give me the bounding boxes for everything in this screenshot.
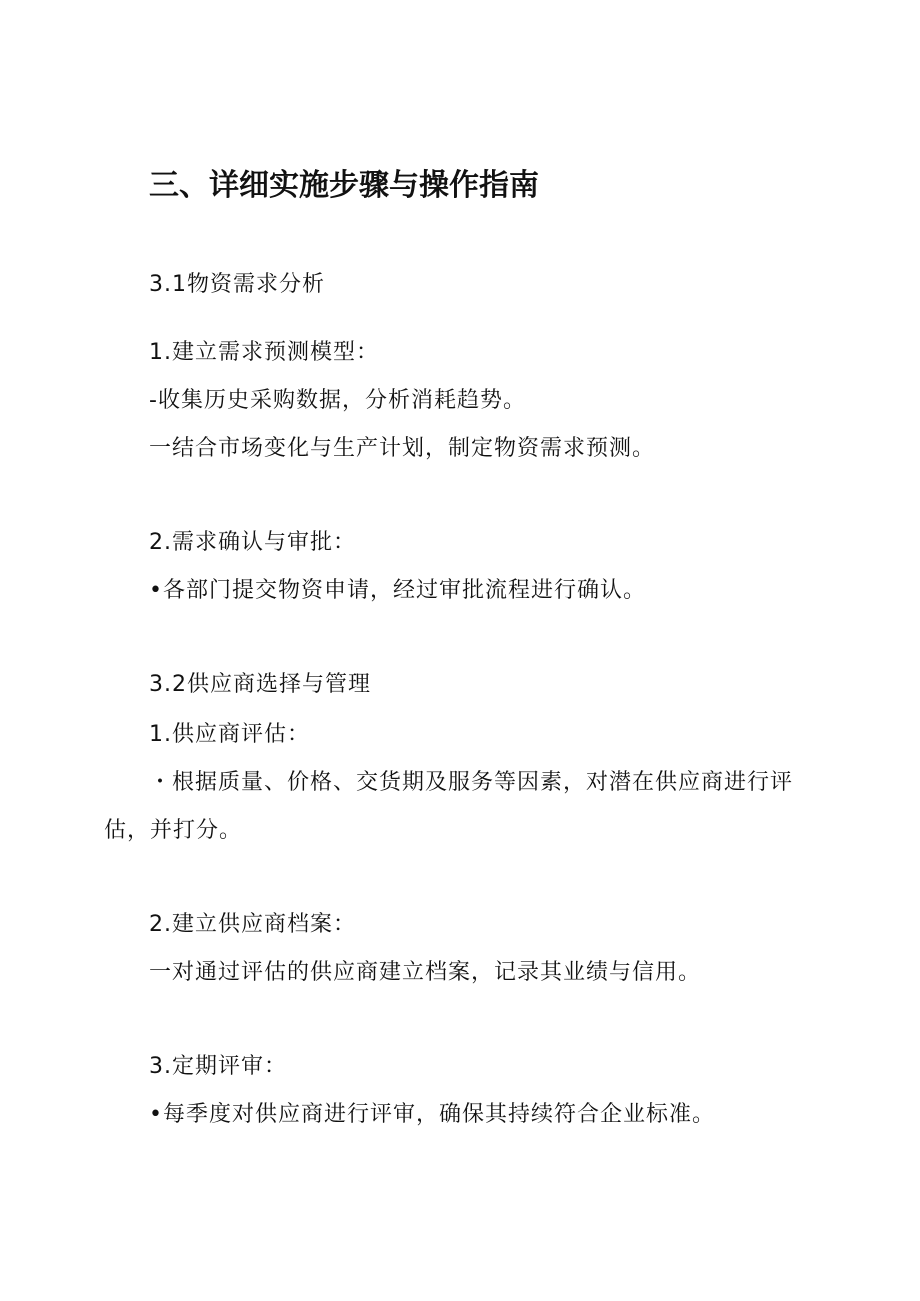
section-heading-3-2: 3.2供应商选择与管理 [149,672,371,697]
bullet-department-submit: •各部门提交物资申请，经过审批流程进行确认。 [149,578,646,603]
item-label-supplier-archive: 2.建立供应商档案： [149,912,356,937]
bullet-evaluation-criteria-line2: 估，并打分。 [104,818,243,843]
bullet-evaluation-criteria-line1: ・根据质量、价格、交货期及服务等因素，对潜在供应商进行评 [149,770,794,795]
bullet-create-archive: 一对通过评估的供应商建立档案，记录其业绩与信用。 [149,960,702,985]
page-title: 三、详细实施步骤与操作指南 [149,168,539,203]
item-label-periodic-review: 3.定期评审： [149,1054,287,1079]
item-label-demand-model: 1.建立需求预测模型： [149,340,379,365]
section-heading-3-1: 3.1物资需求分析 [149,272,325,297]
item-label-demand-approval: 2.需求确认与审批： [149,530,356,555]
bullet-quarterly-review: •每季度对供应商进行评审，确保其持续符合企业标准。 [149,1102,715,1127]
item-label-supplier-evaluation: 1.供应商评估： [149,722,310,747]
bullet-collect-history: -收集历史采购数据，分析消耗趋势。 [149,388,526,413]
bullet-combine-market: 一结合市场变化与生产计划，制定物资需求预测。 [149,436,656,461]
